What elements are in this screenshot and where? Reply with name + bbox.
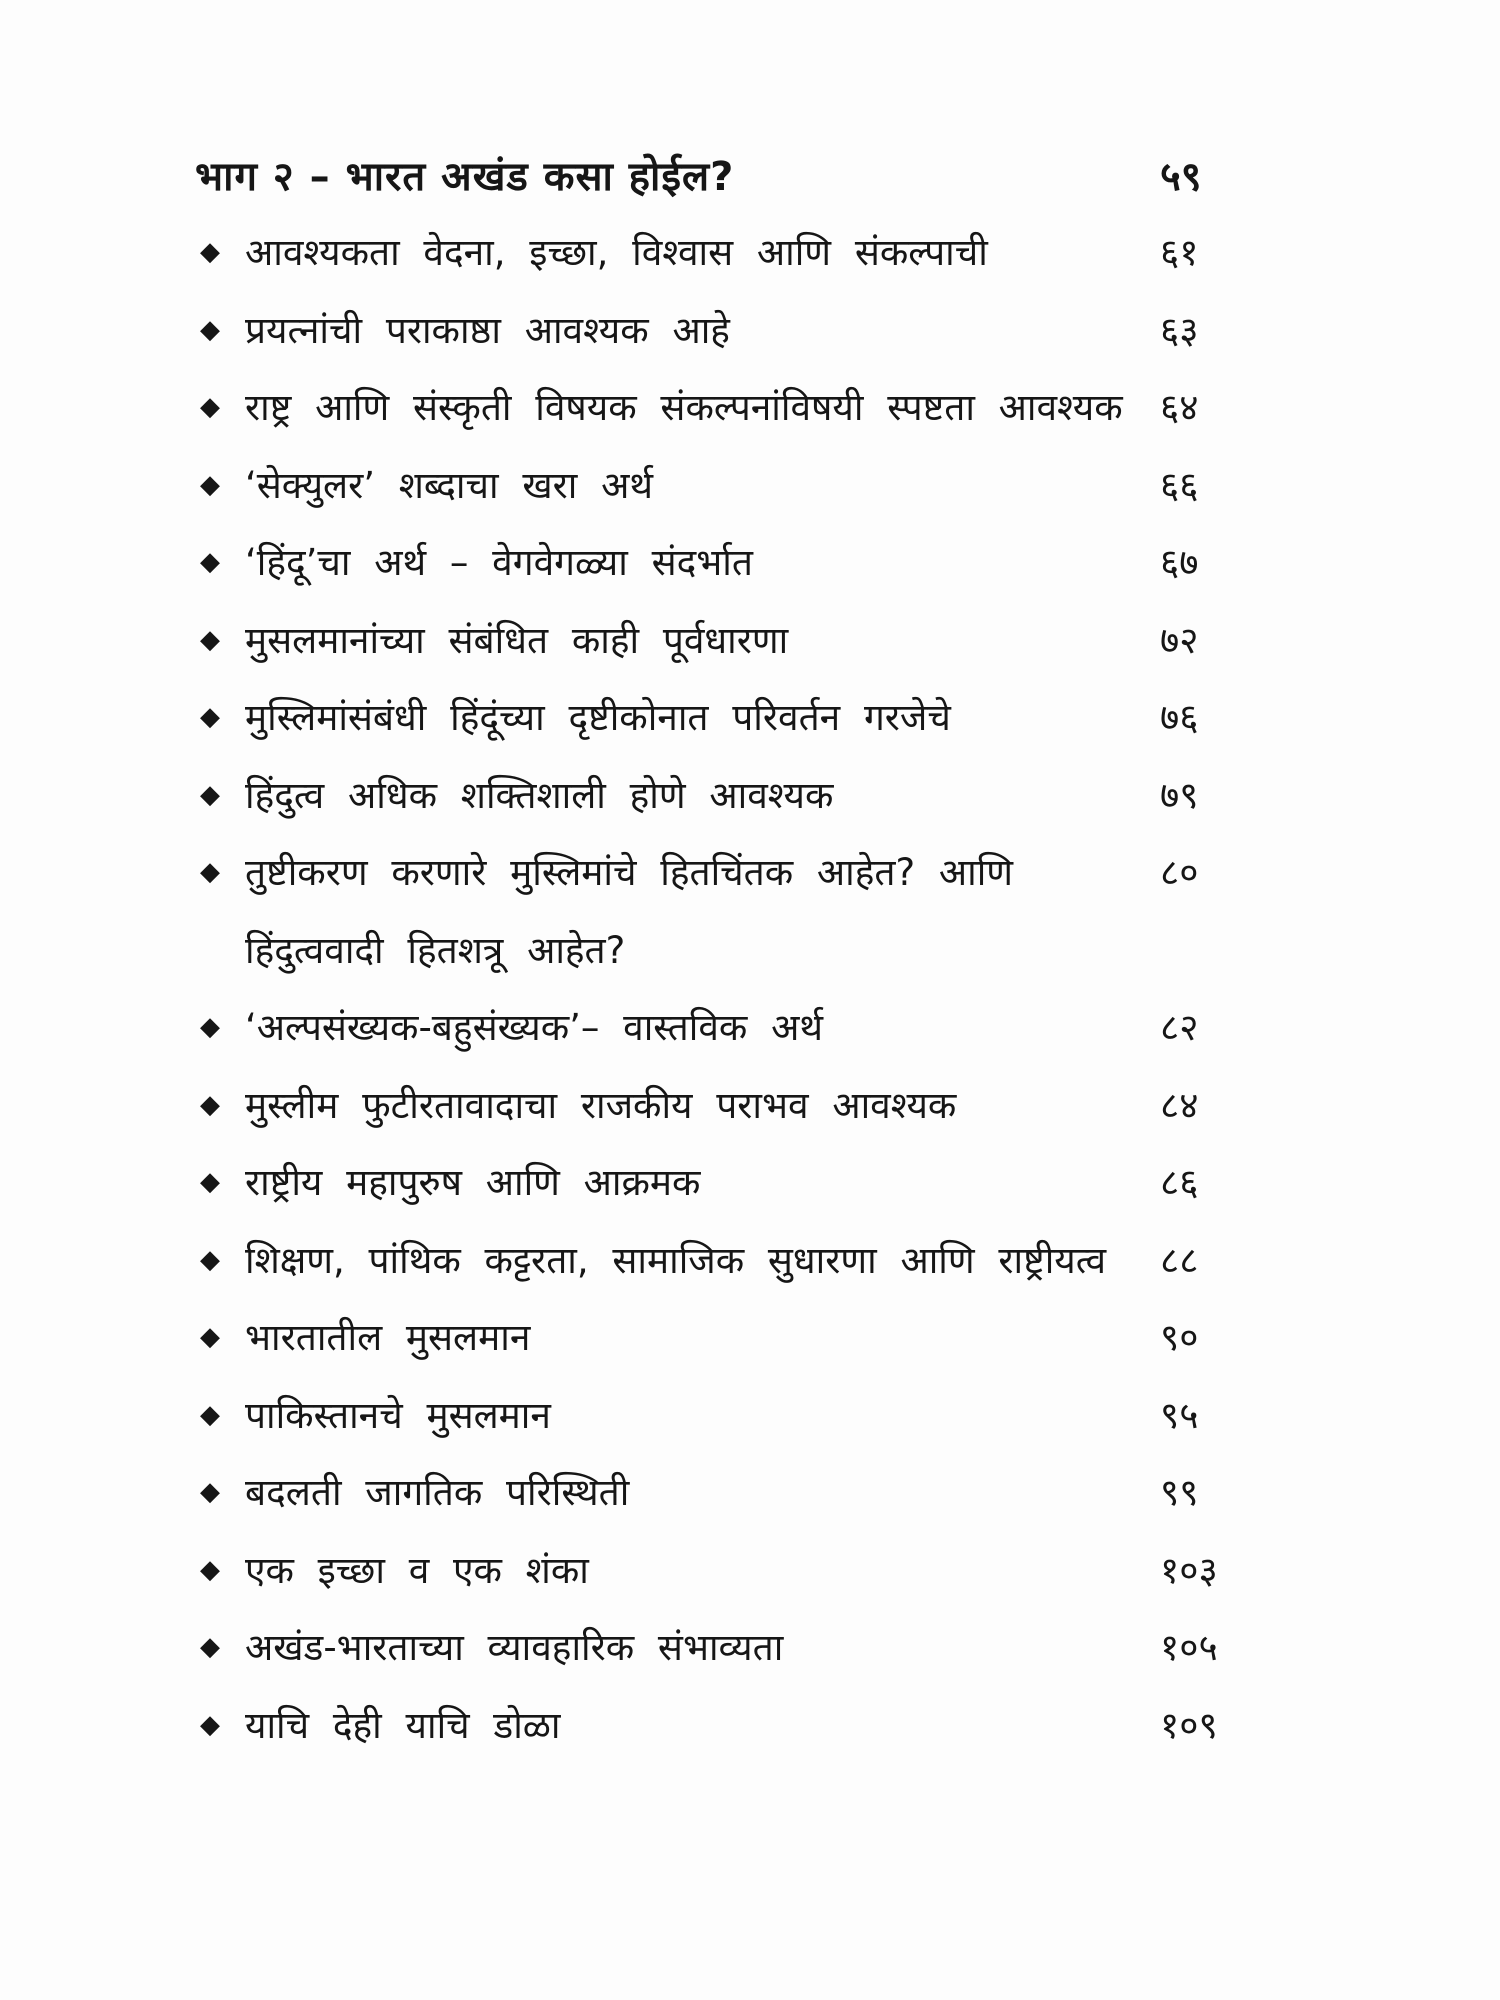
entry-title: अखंड-भारताच्या व्यावहारिक संभाव्यता xyxy=(245,1626,784,1669)
entry-title: मुस्लीम फुटीरतावादाचा राजकीय पराभव आवश्यक xyxy=(245,1083,957,1127)
entry-title: हिंदुत्व अधिक शक्तिशाली होणे आवश्यक xyxy=(245,773,834,817)
contents-entry xyxy=(200,1144,1260,1222)
entry-page-number: ६६ xyxy=(1160,463,1199,507)
diamond-bullet-icon: ◆ xyxy=(200,1012,220,1042)
entry-title: भारतातील मुसलमान xyxy=(245,1316,531,1359)
entry-title: मुस्लिमांसंबंधी हिंदूंच्या दृष्टीकोनात परिवर्तन गरजेचे xyxy=(245,696,951,739)
entry-page-number: ६७ xyxy=(1160,541,1199,584)
diamond-bullet-icon: ◆ xyxy=(200,469,220,500)
diamond-bullet-icon: ◆ xyxy=(200,779,220,810)
contents-entry xyxy=(200,214,1260,292)
entry-page-number: १०९ xyxy=(1160,1703,1218,1747)
contents-entry xyxy=(200,1299,1260,1377)
entry-title: बदलती जागतिक परिस्थिती xyxy=(245,1471,630,1514)
entry-page-number: १०३ xyxy=(1160,1548,1218,1592)
entry-title: पाकिस्तानचे मुसलमान xyxy=(245,1393,551,1437)
entry-page-number: ८४ xyxy=(1160,1083,1199,1127)
diamond-bullet-icon: ◆ xyxy=(200,1167,220,1197)
entry-page-number: ९९ xyxy=(1160,1471,1199,1514)
entry-title: मुसलमानांच्या संबंधित काही पूर्वधारणा xyxy=(245,618,789,662)
contents-entry xyxy=(200,292,1260,370)
contents-entry xyxy=(200,1067,1260,1145)
entry-page-number: ७९ xyxy=(1160,773,1199,817)
diamond-bullet-icon: ◆ xyxy=(200,1709,220,1740)
entry-title: ‘सेक्युलर’ शब्दाचा खरा अर्थ xyxy=(245,463,653,507)
diamond-bullet-icon: ◆ xyxy=(200,624,220,655)
contents-entry xyxy=(200,989,1260,1067)
contents-entry xyxy=(200,834,1260,989)
entry-page-number: ८८ xyxy=(1160,1238,1199,1282)
entry-title: राष्ट्रीय महापुरुष आणि आक्रमक xyxy=(245,1161,701,1204)
entry-page-number: ६१ xyxy=(1160,231,1199,274)
entry-page-number: ८६ xyxy=(1160,1161,1199,1204)
entry-page-number: ९५ xyxy=(1160,1393,1199,1437)
diamond-bullet-icon: ◆ xyxy=(200,857,220,887)
diamond-bullet-icon: ◆ xyxy=(200,314,220,345)
contents-list xyxy=(200,214,1260,1764)
entry-page-number: ७२ xyxy=(1160,618,1199,662)
contents-entry xyxy=(200,524,1260,602)
contents-entry xyxy=(200,1687,1260,1765)
diamond-bullet-icon: ◆ xyxy=(200,1477,220,1507)
entry-title: ‘अल्पसंख्यक-बहुसंख्यक’– वास्तविक अर्थ xyxy=(245,1006,824,1049)
diamond-bullet-icon: ◆ xyxy=(200,237,220,267)
contents-entry xyxy=(200,1222,1260,1300)
entry-title: याचि देही याचि डोळा xyxy=(245,1703,561,1747)
contents-entry xyxy=(200,1609,1260,1687)
entry-page-number: ८२ xyxy=(1160,1006,1199,1049)
diamond-bullet-icon: ◆ xyxy=(200,1089,220,1120)
diamond-bullet-icon: ◆ xyxy=(200,1632,220,1662)
contents-entry xyxy=(200,1377,1260,1455)
entry-title: आवश्यकता वेदना, इच्छा, विश्वास आणि संकल्पाची xyxy=(245,231,988,274)
entry-page-number: ७६ xyxy=(1160,696,1199,739)
contents-entry xyxy=(200,1532,1260,1610)
diamond-bullet-icon: ◆ xyxy=(200,392,220,422)
diamond-bullet-icon: ◆ xyxy=(200,1322,220,1352)
contents-entry xyxy=(200,679,1260,757)
entry-page-number: ८० xyxy=(1160,851,1199,894)
section-title: भाग २ – भारत अखंड कसा होईल? xyxy=(195,153,735,200)
entry-page-number: ९० xyxy=(1160,1316,1199,1359)
entry-title: प्रयत्नांची पराकाष्ठा आवश्यक आहे xyxy=(245,308,730,352)
entry-page-number: ६३ xyxy=(1160,308,1199,352)
contents-entry xyxy=(200,369,1260,447)
entry-title: राष्ट्र आणि संस्कृती विषयक संकल्पनांविषयी स्पष्टता आवश्यक xyxy=(245,386,1123,429)
diamond-bullet-icon: ◆ xyxy=(200,547,220,577)
contents-entry xyxy=(200,447,1260,525)
contents-entry xyxy=(200,757,1260,835)
section-heading xyxy=(195,140,1245,208)
entry-title: एक इच्छा व एक शंका xyxy=(245,1548,589,1592)
entry-title: शिक्षण, पांथिक कट्टरता, सामाजिक सुधारणा आणि राष्ट्रीयत्व xyxy=(245,1238,1107,1282)
diamond-bullet-icon: ◆ xyxy=(200,1554,220,1585)
diamond-bullet-icon: ◆ xyxy=(200,702,220,732)
diamond-bullet-icon: ◆ xyxy=(200,1244,220,1275)
entry-title: ‘हिंदू’चा अर्थ – वेगवेगळ्या संदर्भात xyxy=(245,541,753,584)
section-page-number: ५९ xyxy=(1160,153,1202,200)
entry-page-number: ६४ xyxy=(1160,386,1199,429)
entry-page-number: १०५ xyxy=(1160,1626,1218,1669)
entry-title: तुष्टीकरण करणारे मुस्लिमांचे हितचिंतक आहेत? आणि हिंदुत्ववादी हितशत्रू आहेत? xyxy=(245,851,1014,972)
contents-entry xyxy=(200,1454,1260,1532)
contents-entry xyxy=(200,602,1260,680)
diamond-bullet-icon: ◆ xyxy=(200,1399,220,1430)
